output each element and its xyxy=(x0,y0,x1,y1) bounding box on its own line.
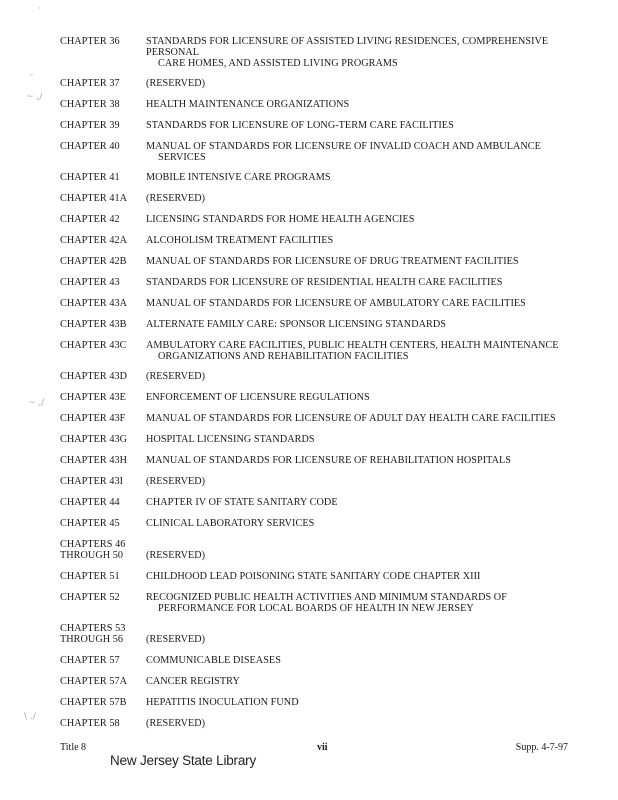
chapter-number xyxy=(60,434,146,445)
chapter-title xyxy=(146,256,600,267)
toc-entry xyxy=(60,539,600,561)
chapter-label: CHAPTER 44 xyxy=(60,497,120,508)
chapter-title xyxy=(146,571,600,582)
chapter-title xyxy=(146,623,600,645)
chapter-number xyxy=(60,235,146,246)
toc-entry xyxy=(60,99,600,110)
chapter-title-line: HOSPITAL LICENSING STANDARDS xyxy=(146,434,315,445)
chapter-label: CHAPTER 41 xyxy=(60,172,120,183)
chapter-title-line: (RESERVED) xyxy=(146,78,206,89)
chapter-number xyxy=(60,623,146,645)
toc-entry xyxy=(60,518,600,529)
toc-entry xyxy=(60,256,600,267)
chapter-title xyxy=(146,592,600,614)
chapter-title-line: MANUAL OF STANDARDS FOR LICENSURE OF AMBULATORY CARE FACILITIES xyxy=(146,298,526,309)
chapter-title xyxy=(146,455,600,466)
chapter-title xyxy=(146,120,600,131)
chapter-title-line: CHAPTER IV OF STATE SANITARY CODE xyxy=(146,497,338,508)
chapter-label: CHAPTER 42A xyxy=(60,235,128,246)
chapter-label-continued: THROUGH 56 xyxy=(60,634,124,645)
chapter-number xyxy=(60,539,146,561)
chapter-label: CHAPTER 43D xyxy=(60,371,128,382)
chapter-title xyxy=(146,214,600,225)
chapter-title-line: ALTERNATE FAMILY CARE: SPONSOR LICENSING STANDARDS xyxy=(146,319,446,330)
chapter-label: CHAPTER 41A xyxy=(60,193,128,204)
toc-entry xyxy=(60,319,600,330)
chapter-title-line: HEALTH MAINTENANCE ORGANIZATIONS xyxy=(146,99,350,110)
chapter-number xyxy=(60,277,146,288)
chapter-title-line: ENFORCEMENT OF LICENSURE REGULATIONS xyxy=(146,392,370,403)
chapter-label: CHAPTER 42B xyxy=(60,256,127,267)
chapter-title xyxy=(146,434,600,445)
chapter-title xyxy=(146,319,600,330)
chapter-title xyxy=(146,298,600,309)
chapter-label: CHAPTER 57A xyxy=(60,676,128,687)
toc-entry xyxy=(60,392,600,403)
chapter-title-line: (RESERVED) xyxy=(146,550,206,561)
chapter-title xyxy=(146,476,600,487)
chapter-label: CHAPTER 43A xyxy=(60,298,128,309)
toc-entry xyxy=(60,172,600,183)
chapter-title-line: (RESERVED) xyxy=(146,634,206,645)
chapter-title-line: STANDARDS FOR LICENSURE OF LONG-TERM CARE FACILITIES xyxy=(146,120,454,131)
chapter-title-line: LICENSING STANDARDS FOR HOME HEALTH AGENCIES xyxy=(146,214,415,225)
chapter-title-line: CANCER REGISTRY xyxy=(146,676,240,687)
toc-entry xyxy=(60,623,600,645)
scan-mark: · xyxy=(38,4,41,14)
chapter-number xyxy=(60,476,146,487)
chapter-number xyxy=(60,340,146,362)
chapter-number xyxy=(60,141,146,163)
chapter-title-line-continued: CARE HOMES, AND ASSISTED LIVING PROGRAMS xyxy=(158,58,398,69)
toc-entry xyxy=(60,120,600,131)
chapter-label: CHAPTER 40 xyxy=(60,141,120,152)
chapter-number xyxy=(60,298,146,309)
chapter-number xyxy=(60,36,146,69)
chapter-number xyxy=(60,413,146,424)
chapter-title xyxy=(146,518,600,529)
toc-entry xyxy=(60,592,600,614)
toc-entry xyxy=(60,298,600,309)
footer-supplement-date: Supp. 4-7-97 xyxy=(515,742,568,753)
chapter-number xyxy=(60,120,146,131)
toc-entry xyxy=(60,340,600,362)
chapter-label: CHAPTER 43H xyxy=(60,455,128,466)
chapter-title xyxy=(146,36,600,69)
table-of-contents xyxy=(60,36,600,739)
chapter-number xyxy=(60,256,146,267)
chapter-title xyxy=(146,697,600,708)
chapter-title xyxy=(146,141,600,163)
toc-entry xyxy=(60,434,600,445)
chapter-label: CHAPTER 51 xyxy=(60,571,120,582)
chapter-title-line: (RESERVED) xyxy=(146,193,206,204)
toc-entry xyxy=(60,655,600,666)
footer-title: Title 8 xyxy=(60,742,87,753)
toc-entry xyxy=(60,697,600,708)
library-stamp: New Jersey State Library xyxy=(110,753,257,768)
toc-entry xyxy=(60,718,600,729)
toc-entry xyxy=(60,413,600,424)
chapter-title-line: HEPATITIS INOCULATION FUND xyxy=(146,697,299,708)
toc-entry xyxy=(60,371,600,382)
chapter-title xyxy=(146,235,600,246)
chapter-label: CHAPTER 43E xyxy=(60,392,126,403)
chapter-number xyxy=(60,571,146,582)
chapter-title-line: MANUAL OF STANDARDS FOR LICENSURE OF DRUG TREATMENT FACILITIES xyxy=(146,256,519,267)
chapter-number xyxy=(60,99,146,110)
chapter-number xyxy=(60,592,146,614)
scan-mark: - xyxy=(30,70,34,80)
chapter-title xyxy=(146,99,600,110)
chapter-title-line: COMMUNICABLE DISEASES xyxy=(146,655,281,666)
chapter-title-line: MOBILE INTENSIVE CARE PROGRAMS xyxy=(146,172,331,183)
chapter-label: CHAPTER 43 xyxy=(60,277,120,288)
chapter-label: CHAPTER 43B xyxy=(60,319,127,330)
chapter-label: CHAPTER 43G xyxy=(60,434,128,445)
chapter-title-line: ALCOHOLISM TREATMENT FACILITIES xyxy=(146,235,334,246)
toc-entry xyxy=(60,476,600,487)
chapter-label: CHAPTER 57B xyxy=(60,697,127,708)
chapter-number xyxy=(60,392,146,403)
chapter-label: CHAPTER 43F xyxy=(60,413,126,424)
chapter-label: CHAPTER 57 xyxy=(60,655,120,666)
chapter-title xyxy=(146,539,600,561)
toc-entry xyxy=(60,277,600,288)
chapter-label: CHAPTERS 46 xyxy=(60,539,126,550)
chapter-title-line: AMBULATORY CARE FACILITIES, PUBLIC HEALTH CENTERS, HEALTH MAINTENANCE xyxy=(146,340,559,351)
chapter-label: CHAPTER 58 xyxy=(60,718,120,729)
chapter-title-line: MANUAL OF STANDARDS FOR LICENSURE OF INVALID COACH AND AMBULANCE xyxy=(146,141,541,152)
chapter-label: CHAPTER 37 xyxy=(60,78,120,89)
chapter-label: CHAPTER 52 xyxy=(60,592,120,603)
chapter-number xyxy=(60,172,146,183)
scan-mark: ~ ‚/ xyxy=(26,92,43,102)
toc-entry xyxy=(60,235,600,246)
chapter-title xyxy=(146,718,600,729)
chapter-number xyxy=(60,697,146,708)
chapter-label: CHAPTER 45 xyxy=(60,518,120,529)
scan-mark: \ ./ xyxy=(24,712,36,722)
toc-entry xyxy=(60,141,600,163)
scan-mark: ~ ‚/ xyxy=(28,398,45,408)
chapter-label: CHAPTER 39 xyxy=(60,120,120,131)
chapter-number xyxy=(60,371,146,382)
chapter-label: CHAPTER 43I xyxy=(60,476,124,487)
chapter-title xyxy=(146,371,600,382)
chapter-title xyxy=(146,655,600,666)
chapter-title xyxy=(146,413,600,424)
chapter-number xyxy=(60,78,146,89)
chapter-title-line: MANUAL OF STANDARDS FOR LICENSURE OF ADULT DAY HEALTH CARE FACILITIES xyxy=(146,413,556,424)
chapter-title xyxy=(146,497,600,508)
chapter-title xyxy=(146,392,600,403)
chapter-number xyxy=(60,676,146,687)
chapter-number xyxy=(60,497,146,508)
chapter-title xyxy=(146,172,600,183)
toc-entry xyxy=(60,36,600,69)
chapter-label-continued: THROUGH 50 xyxy=(60,550,124,561)
chapter-label: CHAPTER 36 xyxy=(60,36,120,47)
chapter-title-line: CLINICAL LABORATORY SERVICES xyxy=(146,518,315,529)
chapter-title-line: (RESERVED) xyxy=(146,371,206,382)
toc-entry xyxy=(60,455,600,466)
toc-entry xyxy=(60,214,600,225)
chapter-label: CHAPTER 42 xyxy=(60,214,120,225)
toc-entry xyxy=(60,571,600,582)
chapter-title-line: CHILDHOOD LEAD POISONING STATE SANITARY CODE CHAPTER XIII xyxy=(146,571,481,582)
chapter-number xyxy=(60,518,146,529)
chapter-title-line-continued: SERVICES xyxy=(158,152,206,163)
chapter-label: CHAPTER 43C xyxy=(60,340,127,351)
chapter-number xyxy=(60,214,146,225)
chapter-title-line: (RESERVED) xyxy=(146,718,206,729)
chapter-title-line: (RESERVED) xyxy=(146,476,206,487)
chapter-title xyxy=(146,676,600,687)
chapter-title xyxy=(146,277,600,288)
chapter-title-line: STANDARDS FOR LICENSURE OF ASSISTED LIVING RESIDENCES, COMPREHENSIVE PERSONAL xyxy=(146,36,549,58)
chapter-title-line: RECOGNIZED PUBLIC HEALTH ACTIVITIES AND MINIMUM STANDARDS OF xyxy=(146,592,507,603)
chapter-title xyxy=(146,340,600,362)
chapter-title-line: MANUAL OF STANDARDS FOR LICENSURE OF REHABILITATION HOSPITALS xyxy=(146,455,512,466)
chapter-number xyxy=(60,718,146,729)
chapter-number xyxy=(60,319,146,330)
toc-entry xyxy=(60,497,600,508)
chapter-number xyxy=(60,455,146,466)
chapter-label: CHAPTER 38 xyxy=(60,99,120,110)
toc-entry xyxy=(60,78,600,89)
footer-page-number: vii xyxy=(317,742,328,753)
chapter-number xyxy=(60,193,146,204)
chapter-label: CHAPTERS 53 xyxy=(60,623,126,634)
chapter-title xyxy=(146,193,600,204)
chapter-title-line-continued: ORGANIZATIONS AND REHABILITATION FACILITIES xyxy=(158,351,409,362)
toc-entry xyxy=(60,676,600,687)
chapter-title-line-continued: PERFORMANCE FOR LOCAL BOARDS OF HEALTH IN NEW JERSEY xyxy=(158,603,474,614)
chapter-title xyxy=(146,78,600,89)
chapter-title-line: STANDARDS FOR LICENSURE OF RESIDENTIAL HEALTH CARE FACILITIES xyxy=(146,277,503,288)
toc-entry xyxy=(60,193,600,204)
chapter-number xyxy=(60,655,146,666)
